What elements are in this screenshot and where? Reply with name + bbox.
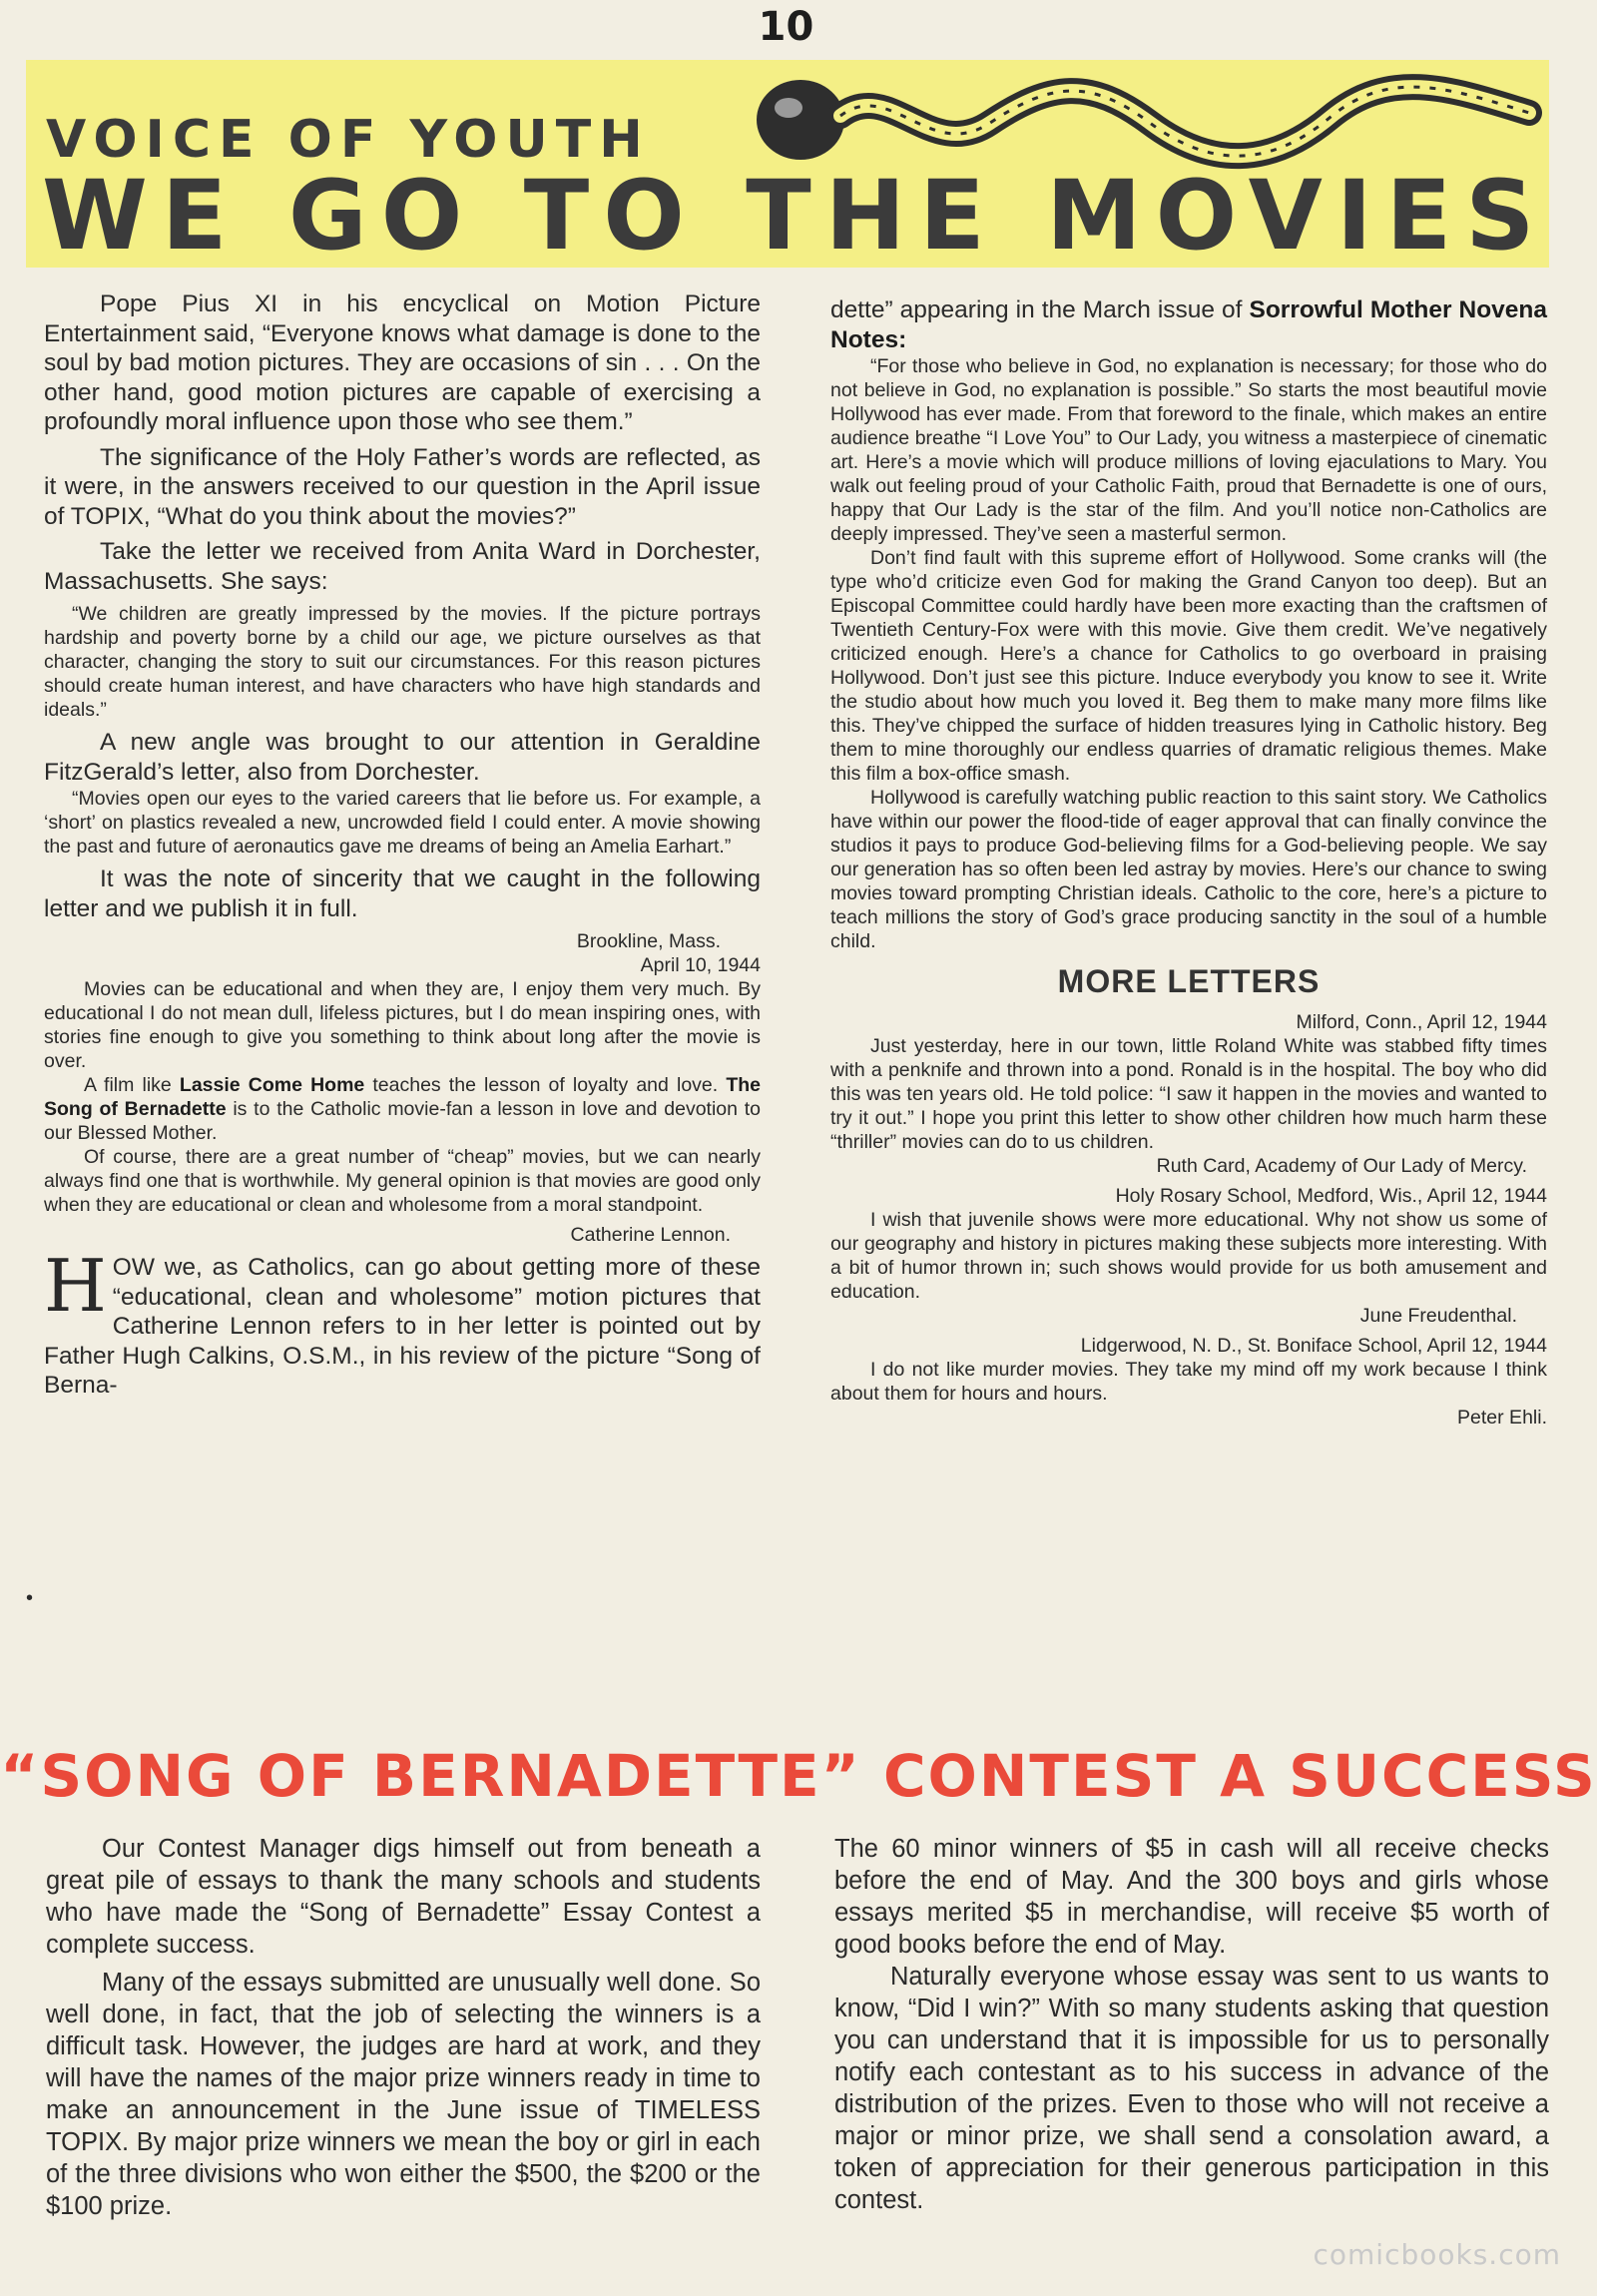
- letter-body: I wish that juvenile shows were more educational. Why not show us some of our geography and history in pictures making these subjects more interesting. With a bit of humor thrown in; such shows would provide for us both amusement and education.: [830, 1209, 1547, 1303]
- drop-cap: H: [44, 1244, 107, 1328]
- body-paragraph: A new angle was brought to our attention in Geraldine FitzGerald’s letter, also from Dorchester.: [44, 729, 761, 786]
- letter-signature: Ruth Card, Academy of Our Lady of Mercy.: [1156, 1155, 1527, 1177]
- bullet-dot: •: [26, 1587, 34, 1609]
- letter-body: I do not like murder movies. They take my mind off my work because I think about them for hours and hours.: [830, 1359, 1547, 1405]
- film-title: The Song of Bernadette: [44, 1074, 761, 1120]
- letter-header: Lidgerwood, N. D., St. Boniface School, April 12, 1944: [1080, 1335, 1547, 1357]
- letter-paragraph: Of course, there are a great number of “cheap” movies, but we can nearly always find one that is worthwhile. My general opinion is that movies are good only when they are educational or clean and wholesome from a moral standpoint.: [44, 1146, 761, 1216]
- contest-paragraph: Naturally everyone whose essay was sent to us wants to know, “Did I win?” With so many students asking that question you can understand that it is impossible for us to personally notify each contestant as to his success in advance of the distribution of the prizes. Even to those who will not receive a major or minor prize, we shall send a consolation award, a token of appreciation for their generous participation in this contest.: [834, 1963, 1549, 2214]
- publication-title: Sorrowful Mother Novena Notes:: [830, 296, 1547, 353]
- letter-header: Holy Rosary School, Medford, Wis., April 12, 1944: [1115, 1185, 1547, 1207]
- how-paragraph: HOW we, as Catholics, can go about getting more of these “educational, clean and wholesome” motion pictures that Catherine Lennon refers to in her letter is pointed out by Father Hugh Calkins, O.S.M., in his review of the picture “Song of Berna-: [44, 1244, 761, 1399]
- letter-paragraph: Movies can be educational and when they are, I enjoy them very much. By educational I do not mean dull, lifeless pictures, but I do mean inspiring ones, with stories fine enough to give you something to think about long after the movie is over.: [44, 978, 761, 1072]
- letter-header: Milford, Conn., April 12, 1944: [1296, 1011, 1547, 1033]
- letter-paragraph: A film like Lassie Come Home teaches the lesson of loyalty and love. The Song of Bernadette is to the Catholic movie-fan a lesson in love and devotion to our Blessed Mother.: [44, 1074, 762, 1144]
- contest-right-column: [834, 1833, 1549, 2216]
- contest-paragraph: Many of the essays submitted are unusually well done. So well done, in fact, that the job of selecting the winners is a difficult task. However, the judges are hard at work, and they will have the names of the major prize winners ready in time to make an announcement in the June issue of TIMELESS TOPIX. By major prize winners we mean the boy or girl in each of the three divisions who won either the $500, the $200 or the $100 prize.: [46, 1969, 761, 2220]
- quoted-letter: “Movies open our eyes to the varied careers that lie before us. For example, a ‘short’ on plastics revealed a new, uncrowded field I could enter. A movie showing the past and future of aeronautics gave me dreams of being an Amelia Earhart.”: [44, 788, 761, 858]
- letter-signature: Peter Ehli.: [1457, 1407, 1547, 1429]
- letter-signature: Catherine Lennon.: [570, 1224, 731, 1246]
- review-paragraph: Hollywood is carefully watching public reaction to this saint story. We Catholics have within our power the flood-tide of eager approval that can finally convince the studios it pays to produce God-believing films for a God-believing people. We say our generation has so often been led astray by movies. Here’s our chance to swing movies toward prompting Christian ideals. Catholic to the core, here’s a picture to teach millions the story of God’s grace producing sanctity in the soul of a humble child.: [830, 787, 1547, 952]
- right-column: [830, 295, 1547, 1430]
- letter-signature: June Freudenthal.: [1359, 1305, 1517, 1327]
- contest-paragraph: The 60 minor winners of $5 in cash will all receive checks before the end of May. And the 300 boys and girls whose essays merited $5 in merchandise, will receive $5 worth of good books before the end of May.: [834, 1835, 1549, 1959]
- quoted-letter: “We children are greatly impressed by the movies. If the picture portrays hardship and poverty borne by a child our age, we picture ourselves as that character, changing the story to suit our circumstances. For this reason pictures should create human interest, and have characters who have high standards and ideals.”: [44, 603, 761, 721]
- body-paragraph: It was the note of sincerity that we caught in the following letter and we publish it in full.: [44, 865, 761, 922]
- left-column: [44, 289, 761, 1401]
- review-paragraph: Don’t find fault with this supreme effort of Hollywood. Some cranks will (the type who’d criticize even God for making the Grand Canyon too deep). But an Episcopal Committee could hardly have been more exacting than the craftsmen of Twentieth Century-Fox were with this movie. Give them credit. We’ve negatively criticized enough. Here’s a chance for Catholics to go overboard in praising Hollywood. Don’t just see this picture. Induce everybody you know to see it. Write the studio about how much you loved it. Beg them to make many more films like this. They’ve chipped the surface of hidden treasures lying in Catholic history. Beg them to mine thoroughly our endless quarries of dramatic religious themes. Make this film a box-office smash.: [830, 547, 1547, 785]
- contest-headline: “SONG OF BERNADETTE” CONTEST A SUCCESS: [0, 1742, 1597, 1810]
- review-paragraph: “For those who believe in God, no explanation is necessary; for those who do not believe in God, no explanation is possible.” So starts the most beautiful movie Hollywood has ever made. From that foreword to the finale, which makes an entire audience breathe “I Love You” to Our Lady, you witness a masterpiece of cinematic art. Here’s a movie which will produce millions of loving ejaculations to Mary. You walk out feeling proud of your Catholic Faith, proud that Bernadette is one of ours, happy that Our Lady is the star of the film. And you’ll notice non-Catholics are deeply impressed. They’ve seen a masterful sermon.: [830, 355, 1547, 545]
- film-title: Lassie Come Home: [179, 1074, 365, 1096]
- more-letters-heading: MORE LETTERS: [1057, 963, 1321, 999]
- letter-place: Brookline, Mass.: [576, 930, 721, 952]
- body-paragraph: Take the letter we received from Anita Ward in Dorchester, Massachusetts. She says:: [44, 538, 761, 595]
- page-title: WE GO TO THE MOVIES: [42, 160, 1549, 272]
- continued-paragraph: dette” appearing in the March issue of Sorrowful Mother Novena Notes:: [830, 296, 1547, 353]
- contest-left-column: [46, 1833, 761, 2222]
- section-kicker: VOICE OF YOUTH: [46, 110, 651, 170]
- contest-paragraph: Our Contest Manager digs himself out from beneath a great pile of essays to thank the many schools and students who have made the “Song of Bernadette” Essay Contest a complete success.: [46, 1835, 761, 1959]
- letter-date: April 10, 1944: [640, 954, 761, 976]
- watermark: comicbooks.com: [1313, 2238, 1561, 2271]
- intro-paragraph: Pope Pius XI in his encyclical on Motion Picture Entertainment said, “Everyone knows what damage is done to the soul by bad motion pictures. They are occasions of sin . . . On the other hand, good motion pictures are capable of exercising a profoundly moral influence upon those who see them.”: [44, 290, 761, 435]
- header-banner: [26, 60, 1549, 272]
- body-paragraph: The significance of the Holy Father’s words are reflected, as it were, in the answers received to our question in the April issue of TOPIX, “What do you think about the movies?”: [44, 443, 761, 530]
- letter-body: Just yesterday, here in our town, little Roland White was stabbed fifty times with a penknife and thrown into a pond. Ronald is in the hospital. The boy who did this was ten years old. He told police: “I saw it happen in the movies and wanted to try it out.” I hope you print this letter to show other children how much harm these “thriller” movies can do to us children.: [830, 1035, 1547, 1153]
- page-number: 10: [758, 4, 814, 50]
